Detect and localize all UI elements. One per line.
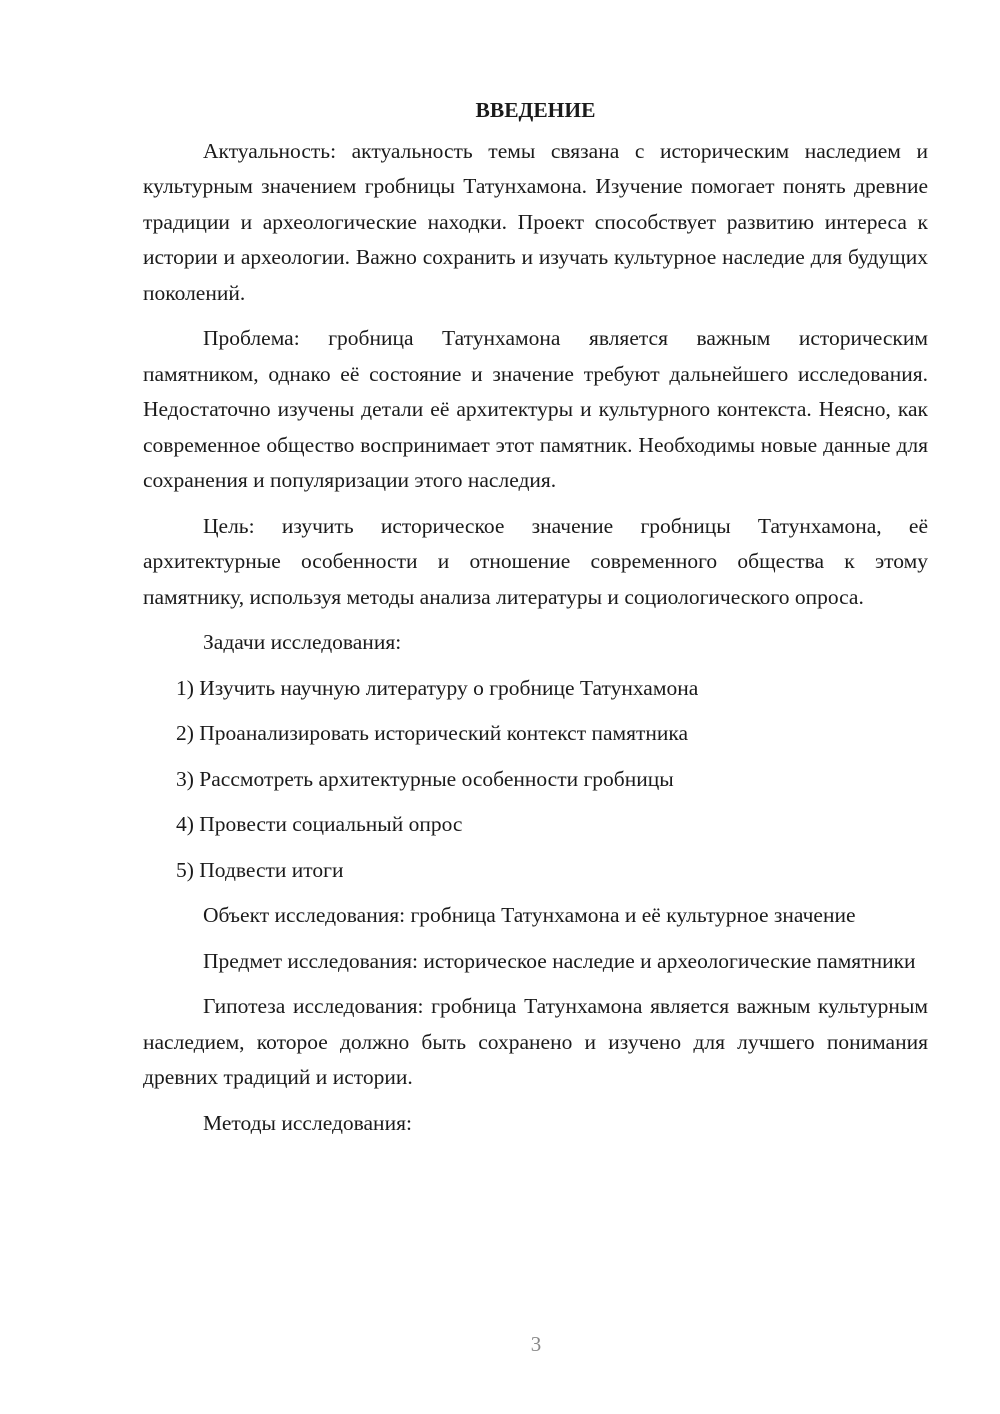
methods-label: Методы исследования: xyxy=(203,1110,412,1135)
list-item: 3) Рассмотреть архитектурные особенности гробницы xyxy=(176,766,674,791)
paragraph-object: Объект исследования: гробница Татунхамона и её культурное значение xyxy=(203,903,856,927)
paragraph-problem: Проблема: гробница Татунхамона является важным историческим памятником, однако её состояние и значение требуют дальнейшего исследования. Недостаточно изучены детали её архитектуры и культурного контекста. Неясно, как современное общество воспринимает этот памятник. Необходимы новые данные для сохранения и популяризации этого наследия. xyxy=(143,326,928,492)
list-item: 4) Провести социальный опрос xyxy=(176,812,463,836)
list-item: 5) Подвести итоги xyxy=(176,857,344,882)
section-heading: ВВЕДЕНИЕ xyxy=(475,98,596,122)
list-item: 1) Изучить научную литературу о гробнице Татунхамона xyxy=(176,675,699,700)
page-number: 3 xyxy=(530,1332,542,1356)
paragraph-subject: Предмет исследования: историческое наследие и археологические памятники xyxy=(203,948,916,973)
paragraph-hypothesis: Гипотеза исследования: гробница Татунхамона является важным культурным наследием, которое должно быть сохранено и изучено для лучшего понимания древних традиций и истории. xyxy=(143,994,928,1089)
list-item: 2) Проанализировать исторический контекст памятника xyxy=(176,721,689,745)
paragraph-relevance: Актуальность: актуальность темы связана с историческим наследием и культурным значением гробницы Татунхамона. Изучение помогает понять древние традиции и археологические находки. Проект способствует развитию интереса к истории и археологии. Важно сохранить и изучать культурное наследие для будущих поколений. xyxy=(143,138,928,305)
document-page xyxy=(143,93,928,1151)
paragraph-goal: Цель: изучить историческое значение гробницы Татунхамона, её архитектурные особенности и отношение современного общества к этому памятнику, используя методы анализа литературы и социологического опроса. xyxy=(143,513,928,609)
tasks-label: Задачи исследования: xyxy=(203,630,402,654)
tasks-list xyxy=(143,671,928,889)
